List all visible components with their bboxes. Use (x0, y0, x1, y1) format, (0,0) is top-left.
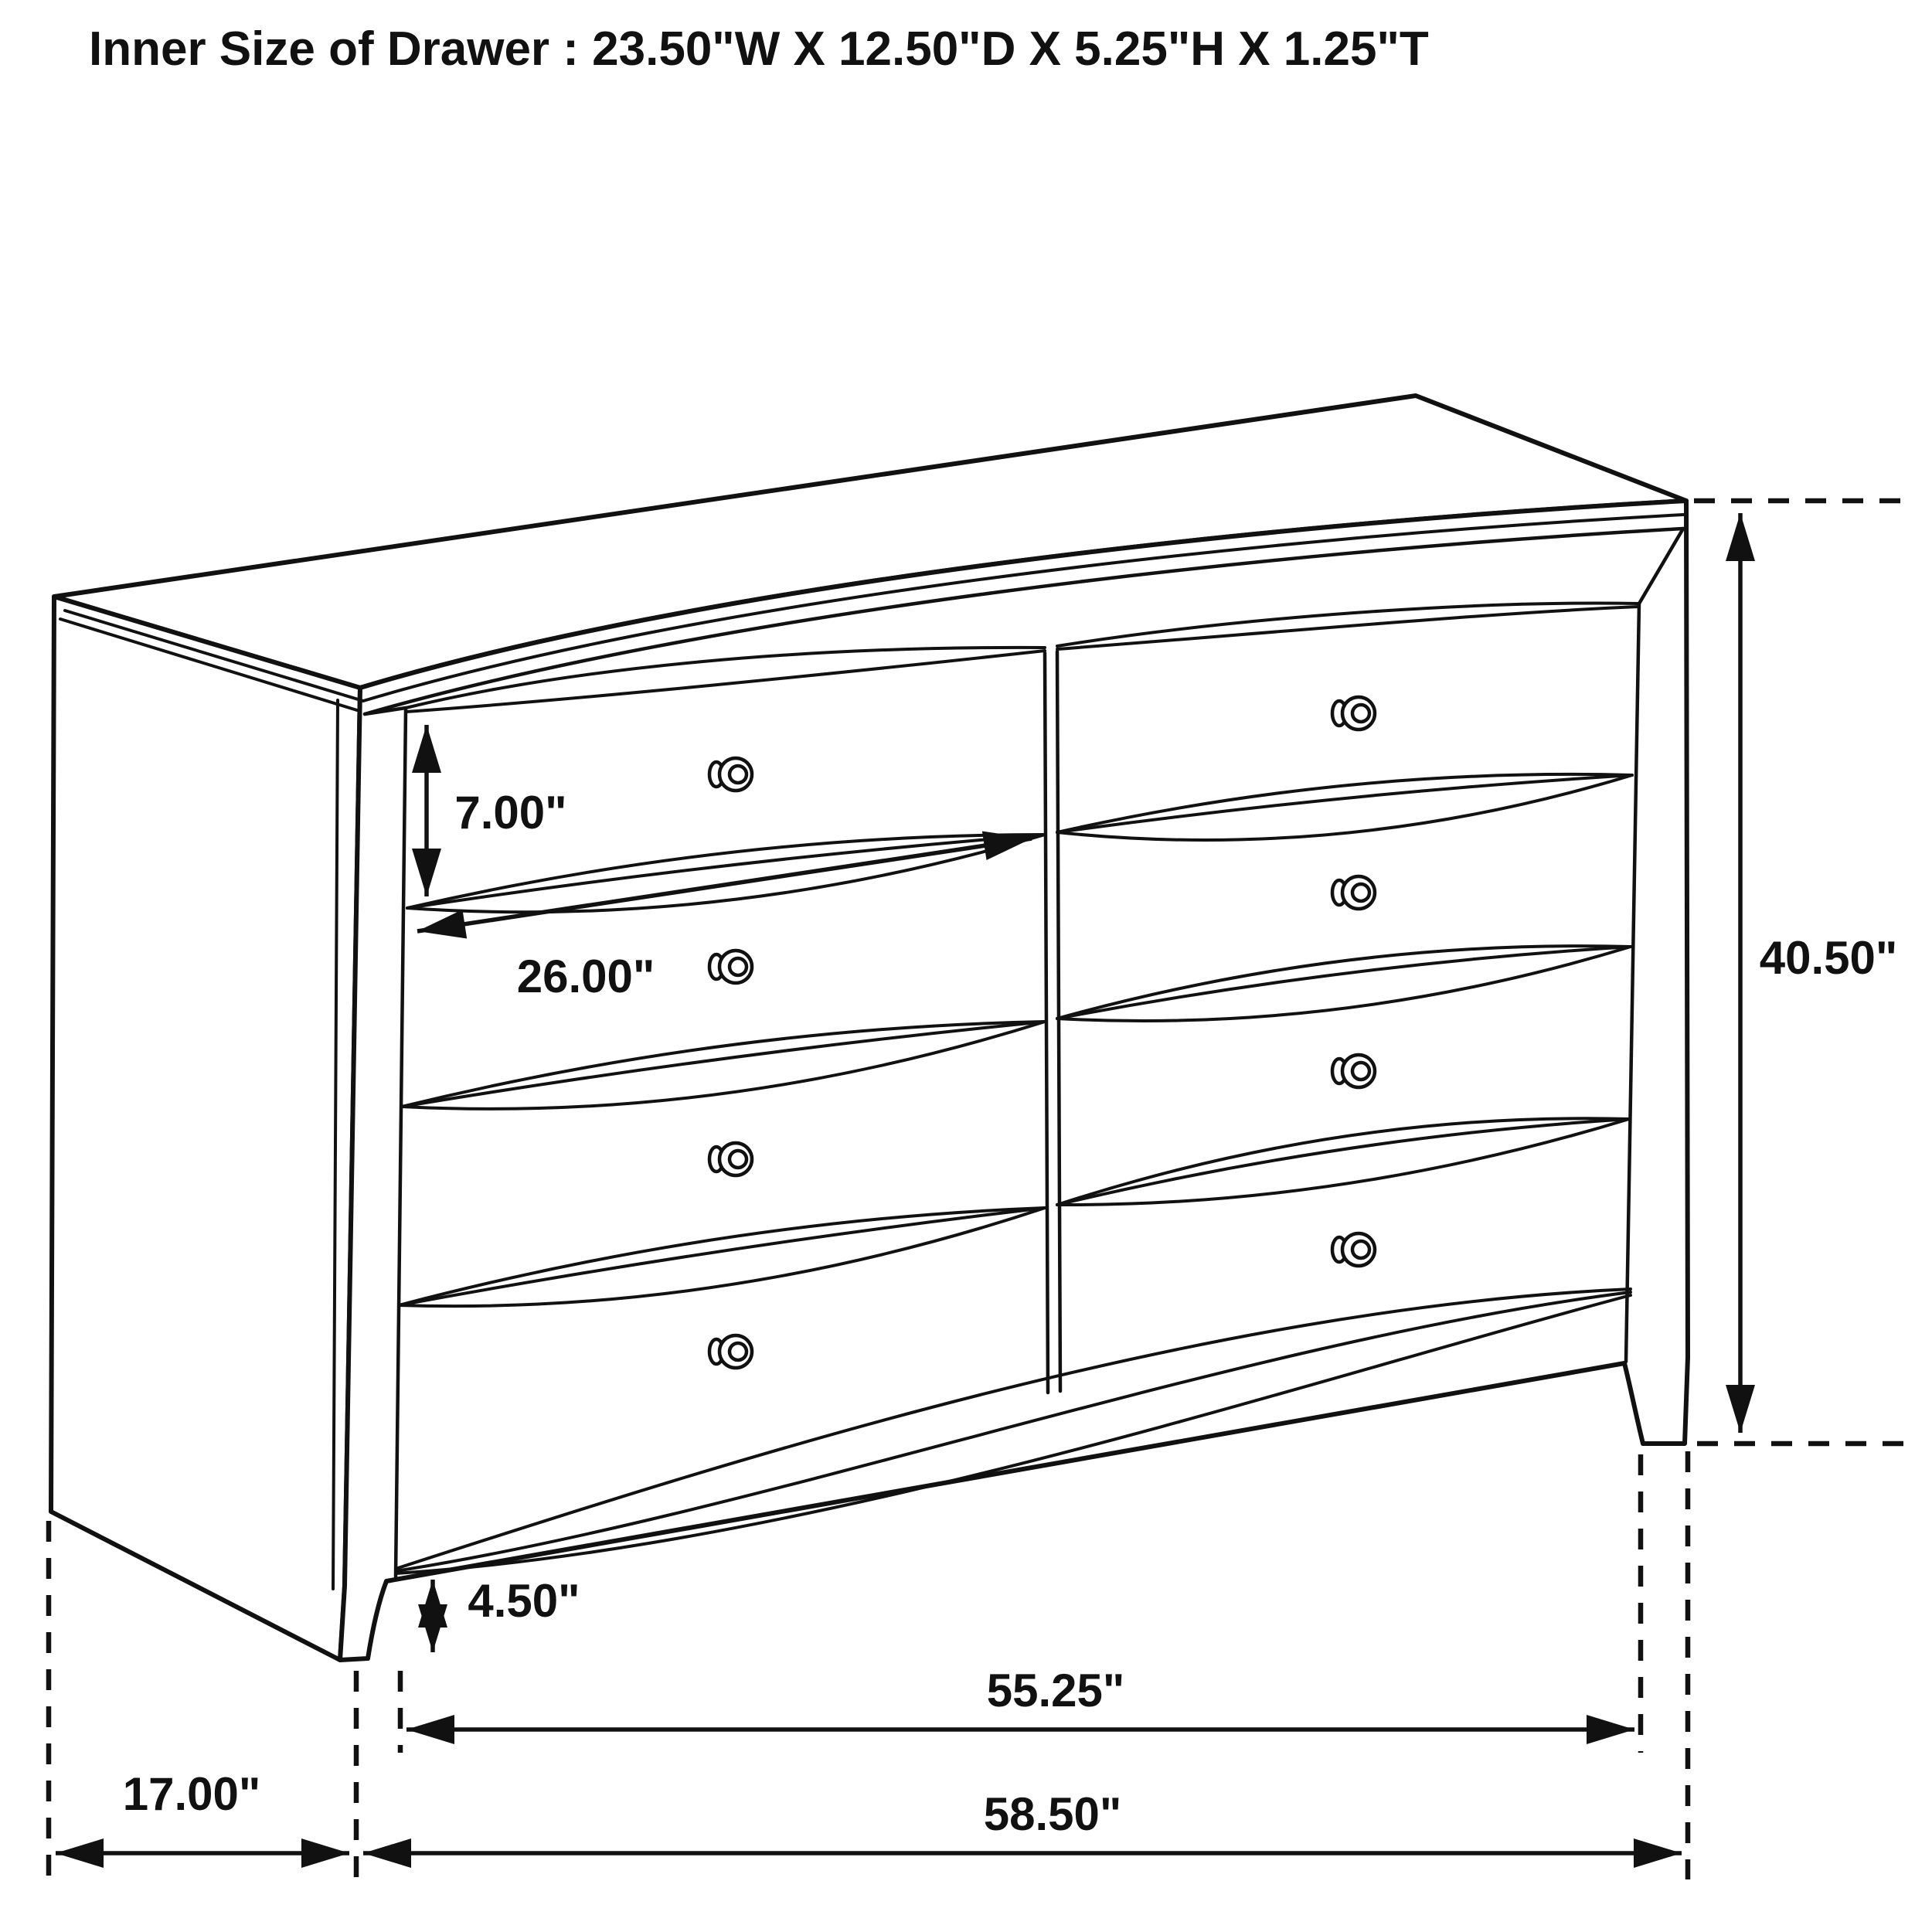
dim-label-drawer-height: 7.00" (454, 787, 567, 838)
dresser-side-panel (51, 597, 360, 1660)
page-title: Inner Size of Drawer : 23.50"W X 12.50"D X 5.25"H X 1.25"T (89, 22, 1429, 76)
dresser-body (51, 396, 1688, 1660)
knob-icon (709, 1143, 752, 1175)
dimension-overall-height (1694, 501, 1905, 1444)
dim-label-overall-width: 58.50" (983, 1788, 1122, 1840)
knob-icon (1332, 876, 1375, 909)
knob-icon (1332, 697, 1375, 730)
knob-icon (709, 951, 752, 983)
knob-icon (1332, 1055, 1375, 1087)
dim-label-base-height: 4.50" (468, 1575, 580, 1627)
dim-label-drawer-width: 26.00" (516, 951, 655, 1002)
knob-icon (709, 758, 752, 791)
dresser-front-face (340, 501, 1688, 1660)
knob-icon (1332, 1233, 1375, 1266)
dim-label-feet-span-width: 55.25" (986, 1665, 1125, 1716)
knob-icon (709, 1335, 752, 1368)
dim-label-overall-height: 40.50" (1759, 932, 1898, 984)
dim-label-side-depth: 17.00" (122, 1768, 261, 1820)
dimension-base-height (433, 1575, 580, 1652)
